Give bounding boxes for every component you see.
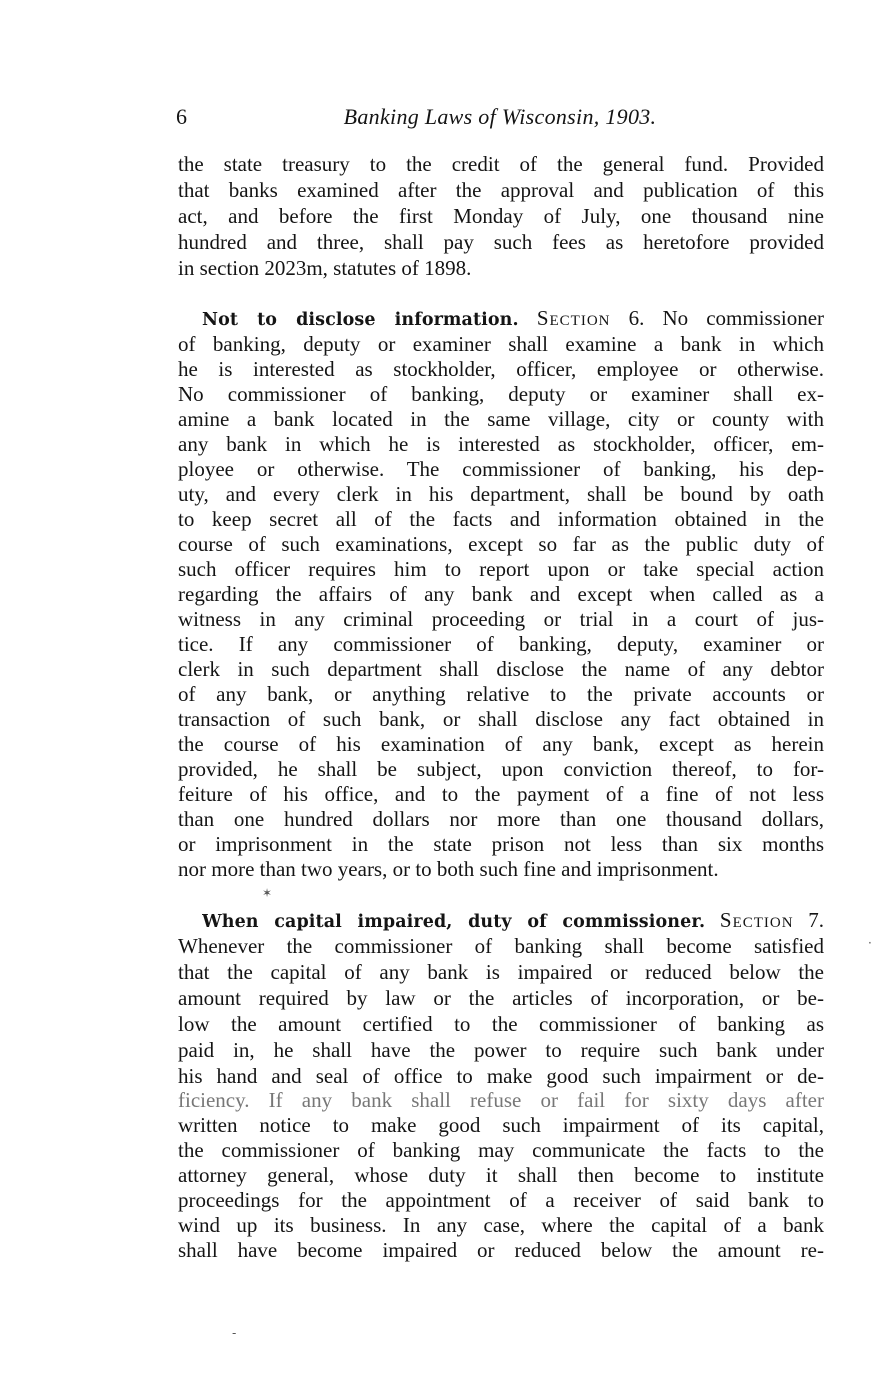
section-7-label: Section [719, 908, 794, 932]
text-line: any bank in which he is interested as stockholder, officer, em- [178, 432, 824, 456]
text-line: ployee or otherwise. The commissioner of banking, his dep- [178, 457, 824, 481]
text-line: written notice to make good such impairment of its capital, [178, 1113, 824, 1137]
text-line: that banks examined after the approval and publication of this [178, 178, 824, 202]
section-7-first-line [202, 908, 824, 932]
section-6-heading: Not to disclose information. [202, 310, 519, 330]
text-line: than one hundred dollars nor more than one thousand dollars, [178, 807, 824, 831]
text-line: act, and before the first Monday of July, one thousand nine [178, 204, 824, 228]
text-line: No commissioner of banking, deputy or examiner shall ex- [178, 382, 824, 406]
text-line: paid in, he shall have the power to require such bank under [178, 1038, 824, 1062]
stray-mark: · [868, 936, 872, 950]
text-line: the state treasury to the credit of the general fund. Provided [178, 152, 824, 176]
text-line-faded: ficiency. If any bank shall refuse or fail for sixty days after [178, 1088, 824, 1112]
text-line: course of such examinations, except so far as the public duty of [178, 532, 824, 556]
text-line: of any bank, or anything relative to the private accounts or [178, 682, 824, 706]
text-line: hundred and three, shall pay such fees as heretofore provided [178, 230, 824, 254]
text-line: Whenever the commissioner of banking shall become satisfied [178, 934, 824, 958]
text-line: he is interested as stockholder, officer, employee or otherwise. [178, 357, 824, 381]
text-line: that the capital of any bank is impaired or reduced below the [178, 960, 824, 984]
text-line: his hand and seal of office to make good such impairment or de- [178, 1064, 824, 1088]
page-header [176, 104, 824, 134]
page-number: 6 [176, 104, 187, 129]
text-line: in section 2023m, statutes of 1898. [178, 256, 472, 280]
running-title: Banking Laws of Wisconsin, 1903. [343, 104, 657, 129]
section-7-heading: When capital impaired, duty of commissioner. [202, 912, 706, 932]
text-line: to keep secret all of the facts and information obtained in the [178, 507, 824, 531]
text-line: provided, he shall be subject, upon conviction thereof, to for- [178, 757, 824, 781]
stray-mark: ✶ [262, 886, 273, 900]
section-6-label: Section [536, 306, 611, 330]
text-line: of banking, deputy or examiner shall examine a bank in which [178, 332, 824, 356]
text-line: transaction of such bank, or shall disclose any fact obtained in [178, 707, 824, 731]
text-line: the commissioner of banking may communicate the facts to the [178, 1138, 824, 1162]
text-line: proceedings for the appointment of a receiver of said bank to [178, 1188, 824, 1212]
section-6-first-line [202, 306, 824, 330]
text-line: the course of his examination of any bank, except as herein [178, 732, 824, 756]
text-line: uty, and every clerk in his department, shall be bound by oath [178, 482, 824, 506]
stray-mark: - [232, 1326, 237, 1340]
text-line: amine a bank located in the same village, city or county with [178, 407, 824, 431]
text-line: attorney general, whose duty it shall then become to institute [178, 1163, 824, 1187]
section-6-number: 6. [628, 306, 645, 330]
text-line: such officer requires him to report upon or take special action [178, 557, 824, 581]
section-7-number: 7. [808, 908, 824, 932]
text-line: witness in any criminal proceeding or trial in a court of jus- [178, 607, 824, 631]
text-line: shall have become impaired or reduced below the amount re- [178, 1238, 824, 1262]
text-line: or imprisonment in the state prison not less than six months [178, 832, 824, 856]
text-line: tice. If any commissioner of banking, deputy, examiner or [178, 632, 824, 656]
section-6-first-line-rest: No commissioner [662, 306, 824, 330]
text-line: feiture of his office, and to the payment of a fine of not less [178, 782, 824, 806]
text-line: nor more than two years, or to both such fine and imprisonment. [178, 857, 719, 881]
text-line: low the amount certified to the commissioner of banking as [178, 1012, 824, 1036]
text-line: clerk in such department shall disclose the name of any debtor [178, 657, 824, 681]
text-line: regarding the affairs of any bank and except when called as a [178, 582, 824, 606]
text-line: amount required by law or the articles of incorporation, or be- [178, 986, 824, 1010]
text-line: wind up its business. In any case, where the capital of a bank [178, 1213, 824, 1237]
